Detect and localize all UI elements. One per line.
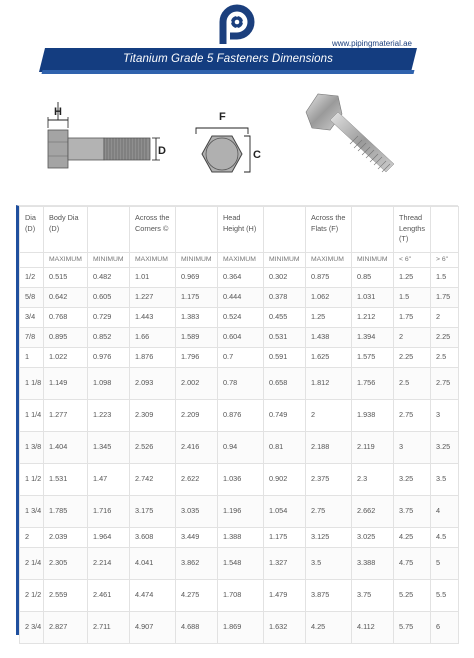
table-cell: 5.75 — [394, 612, 431, 644]
table-cell: 4.474 — [130, 580, 176, 612]
table-cell: 1.66 — [130, 328, 176, 348]
table-cell: 5.25 — [394, 580, 431, 612]
table-group-header-row — [20, 207, 459, 253]
table-row — [20, 268, 459, 288]
table-cell: 1.25 — [394, 268, 431, 288]
table-row — [20, 368, 459, 400]
table-cell: 1.5 — [394, 288, 431, 308]
sub-header: MINIMUM — [352, 253, 394, 268]
table-cell: 1.75 — [394, 308, 431, 328]
table-cell: 2.375 — [306, 464, 352, 496]
table-cell: 0.591 — [264, 348, 306, 368]
table-cell: 0.94 — [218, 432, 264, 464]
column-header: Thread Lengths (T) — [394, 207, 431, 253]
table-cell: 2.75 — [431, 368, 459, 400]
table-cell: 0.524 — [218, 308, 264, 328]
column-header: Across the Corners © — [130, 207, 176, 253]
table-cell: 0.604 — [218, 328, 264, 348]
table-cell: 1.548 — [218, 548, 264, 580]
table-cell: 2.559 — [44, 580, 88, 612]
table-row — [20, 528, 459, 548]
table-cell: 2 3/4 — [20, 612, 44, 644]
table-cell: 1 1/4 — [20, 400, 44, 432]
table-cell: 1.388 — [218, 528, 264, 548]
hex-head-diagram — [188, 108, 266, 183]
table-cell: 0.444 — [218, 288, 264, 308]
table-cell: 3.175 — [130, 496, 176, 528]
table-row — [20, 308, 459, 328]
table-cell: 0.378 — [264, 288, 306, 308]
column-header — [352, 207, 394, 253]
table-cell: 1.756 — [352, 368, 394, 400]
table-cell: 1.031 — [352, 288, 394, 308]
table-cell: 2.742 — [130, 464, 176, 496]
table-cell: 1 3/8 — [20, 432, 44, 464]
table-cell: 2.119 — [352, 432, 394, 464]
table-cell: 1.869 — [218, 612, 264, 644]
table-cell: 2.461 — [88, 580, 130, 612]
hex-label-f: F — [219, 111, 226, 123]
table-cell: 1.47 — [88, 464, 130, 496]
sub-header: MINIMUM — [264, 253, 306, 268]
table-cell: 1 — [20, 348, 44, 368]
table-cell: 2.5 — [394, 368, 431, 400]
column-header — [88, 207, 130, 253]
column-header — [176, 207, 218, 253]
table-cell: 1.098 — [88, 368, 130, 400]
table-cell: 1.327 — [264, 548, 306, 580]
sub-header: > 6" — [431, 253, 459, 268]
table-cell: 1.938 — [352, 400, 394, 432]
table-cell: 1.223 — [88, 400, 130, 432]
bolt-side-diagram — [40, 100, 170, 180]
table-cell: 2.25 — [394, 348, 431, 368]
table-cell: 0.605 — [88, 288, 130, 308]
table-cell: 2 — [431, 308, 459, 328]
sub-header: MINIMUM — [88, 253, 130, 268]
table-cell: 1.404 — [44, 432, 88, 464]
table-cell: 2.305 — [44, 548, 88, 580]
table-cell: 4.25 — [306, 612, 352, 644]
table-cell: 6 — [431, 612, 459, 644]
table-cell: 2.002 — [176, 368, 218, 400]
page-title: Titanium Grade 5 Fasteners Dimensions — [122, 53, 334, 65]
table-body — [20, 268, 459, 644]
table-cell: 0.482 — [88, 268, 130, 288]
sub-header: MAXIMUM — [130, 253, 176, 268]
table-cell: 0.302 — [264, 268, 306, 288]
table-cell: 1.964 — [88, 528, 130, 548]
table-row — [20, 612, 459, 644]
table-cell: 0.85 — [352, 268, 394, 288]
site-url[interactable]: www.pipingmaterial.ae — [331, 39, 412, 48]
table-cell: 2.214 — [88, 548, 130, 580]
bolt-label-d: D — [158, 145, 166, 157]
table-cell: 2 1/2 — [20, 580, 44, 612]
table-cell: 4.275 — [176, 580, 218, 612]
table-row — [20, 288, 459, 308]
table-cell: 1.196 — [218, 496, 264, 528]
table-cell: 1.062 — [306, 288, 352, 308]
table-cell: 1.479 — [264, 580, 306, 612]
table-cell: 1.175 — [264, 528, 306, 548]
table-cell: 1.01 — [130, 268, 176, 288]
table-sub-header-row — [20, 253, 459, 268]
table-cell: 2.622 — [176, 464, 218, 496]
column-header: Head Height (H) — [218, 207, 264, 253]
table-cell: 0.364 — [218, 268, 264, 288]
dimensions-table — [19, 206, 459, 644]
column-header: Body Dia (D) — [44, 207, 88, 253]
table-cell: 0.729 — [88, 308, 130, 328]
table-cell: 1.796 — [176, 348, 218, 368]
dimensions-table-frame — [16, 205, 458, 635]
table-row — [20, 432, 459, 464]
table-cell: 3.75 — [352, 580, 394, 612]
table-cell: 5/8 — [20, 288, 44, 308]
table-cell: 5 — [431, 548, 459, 580]
table-cell: 1.785 — [44, 496, 88, 528]
table-cell: 1.589 — [176, 328, 218, 348]
table-cell: 0.455 — [264, 308, 306, 328]
table-cell: 5.5 — [431, 580, 459, 612]
table-cell: 2 — [394, 328, 431, 348]
table-cell: 2 1/4 — [20, 548, 44, 580]
table-cell: 1.443 — [130, 308, 176, 328]
table-cell: 1.5 — [431, 268, 459, 288]
table-cell: 1.277 — [44, 400, 88, 432]
table-cell: 4.75 — [394, 548, 431, 580]
table-cell: 0.852 — [88, 328, 130, 348]
table-cell: 3.875 — [306, 580, 352, 612]
column-header — [431, 207, 459, 253]
table-cell: 3/4 — [20, 308, 44, 328]
table-cell: 0.642 — [44, 288, 88, 308]
table-cell: 1 1/2 — [20, 464, 44, 496]
table-cell: 0.81 — [264, 432, 306, 464]
table-cell: 3.5 — [306, 548, 352, 580]
table-row — [20, 328, 459, 348]
table-cell: 0.895 — [44, 328, 88, 348]
table-cell: 4.5 — [431, 528, 459, 548]
table-cell: 0.515 — [44, 268, 88, 288]
sub-header: MAXIMUM — [306, 253, 352, 268]
table-cell: 4 — [431, 496, 459, 528]
table-cell: 1.227 — [130, 288, 176, 308]
sub-header — [20, 253, 44, 268]
table-cell: 4.688 — [176, 612, 218, 644]
table-cell: 4.041 — [130, 548, 176, 580]
hex-label-c: C — [253, 149, 261, 161]
table-cell: 3 — [394, 432, 431, 464]
table-cell: 1.054 — [264, 496, 306, 528]
table-cell: 2.827 — [44, 612, 88, 644]
table-cell: 2.416 — [176, 432, 218, 464]
table-cell: 3.388 — [352, 548, 394, 580]
table-row — [20, 580, 459, 612]
table-cell: 1.876 — [130, 348, 176, 368]
table-cell: 0.768 — [44, 308, 88, 328]
table-cell: 3.449 — [176, 528, 218, 548]
table-cell: 1.149 — [44, 368, 88, 400]
table-cell: 2.5 — [431, 348, 459, 368]
table-cell: 2 — [306, 400, 352, 432]
table-cell: 1.394 — [352, 328, 394, 348]
table-cell: 3.608 — [130, 528, 176, 548]
table-cell: 1.75 — [431, 288, 459, 308]
table-cell: 1 3/4 — [20, 496, 44, 528]
table-cell: 4.25 — [394, 528, 431, 548]
table-cell: 1.438 — [306, 328, 352, 348]
table-cell: 3.025 — [352, 528, 394, 548]
table-row — [20, 496, 459, 528]
table-cell: 1.036 — [218, 464, 264, 496]
column-header — [264, 207, 306, 253]
table-cell: 0.531 — [264, 328, 306, 348]
table-cell: 2 — [20, 528, 44, 548]
table-cell: 1.25 — [306, 308, 352, 328]
table-cell: 1.812 — [306, 368, 352, 400]
table-cell: 1.632 — [264, 612, 306, 644]
table-cell: 2.3 — [352, 464, 394, 496]
table-cell: 0.876 — [218, 400, 264, 432]
table-cell: 1.175 — [176, 288, 218, 308]
table-cell: 0.976 — [88, 348, 130, 368]
table-cell: 1.575 — [352, 348, 394, 368]
bolt-label-h: H — [54, 106, 62, 118]
table-cell: 1.345 — [88, 432, 130, 464]
table-cell: 3.035 — [176, 496, 218, 528]
table-cell: 1.625 — [306, 348, 352, 368]
table-cell: 1.716 — [88, 496, 130, 528]
table-cell: 2.093 — [130, 368, 176, 400]
table-cell: 2.309 — [130, 400, 176, 432]
table-row — [20, 400, 459, 432]
table-cell: 0.78 — [218, 368, 264, 400]
table-cell: 0.7 — [218, 348, 264, 368]
sub-header: MINIMUM — [176, 253, 218, 268]
table-cell: 7/8 — [20, 328, 44, 348]
table-cell: 1 1/8 — [20, 368, 44, 400]
table-cell: 2.188 — [306, 432, 352, 464]
table-row — [20, 548, 459, 580]
table-cell: 2.039 — [44, 528, 88, 548]
table-cell: 3.25 — [394, 464, 431, 496]
table-cell: 2.25 — [431, 328, 459, 348]
table-cell: 2.75 — [306, 496, 352, 528]
table-cell: 4.112 — [352, 612, 394, 644]
table-cell: 2.662 — [352, 496, 394, 528]
table-cell: 1.708 — [218, 580, 264, 612]
table-cell: 3.125 — [306, 528, 352, 548]
table-cell: 0.969 — [176, 268, 218, 288]
table-cell: 2.209 — [176, 400, 218, 432]
table-cell: 0.749 — [264, 400, 306, 432]
table-cell: 0.902 — [264, 464, 306, 496]
table-cell: 2.526 — [130, 432, 176, 464]
table-cell: 0.875 — [306, 268, 352, 288]
logo-icon — [218, 4, 256, 46]
sub-header: MAXIMUM — [218, 253, 264, 268]
table-cell: 4.907 — [130, 612, 176, 644]
bolt-photo — [300, 88, 400, 178]
table-cell: 3.862 — [176, 548, 218, 580]
table-cell: 2.711 — [88, 612, 130, 644]
table-cell: 3.75 — [394, 496, 431, 528]
sub-header: < 6" — [394, 253, 431, 268]
table-cell: 1/2 — [20, 268, 44, 288]
table-cell: 1.212 — [352, 308, 394, 328]
table-cell: 3.5 — [431, 464, 459, 496]
table-cell: 3.25 — [431, 432, 459, 464]
table-row — [20, 464, 459, 496]
table-cell: 2.75 — [394, 400, 431, 432]
table-cell: 1.022 — [44, 348, 88, 368]
column-header: Across the Flats (F) — [306, 207, 352, 253]
table-cell: 0.658 — [264, 368, 306, 400]
table-row — [20, 348, 459, 368]
table-cell: 3 — [431, 400, 459, 432]
table-cell: 1.531 — [44, 464, 88, 496]
title-banner-accent — [42, 70, 415, 74]
table-cell: 1.383 — [176, 308, 218, 328]
column-header: Dia (D) — [20, 207, 44, 253]
sub-header: MAXIMUM — [44, 253, 88, 268]
